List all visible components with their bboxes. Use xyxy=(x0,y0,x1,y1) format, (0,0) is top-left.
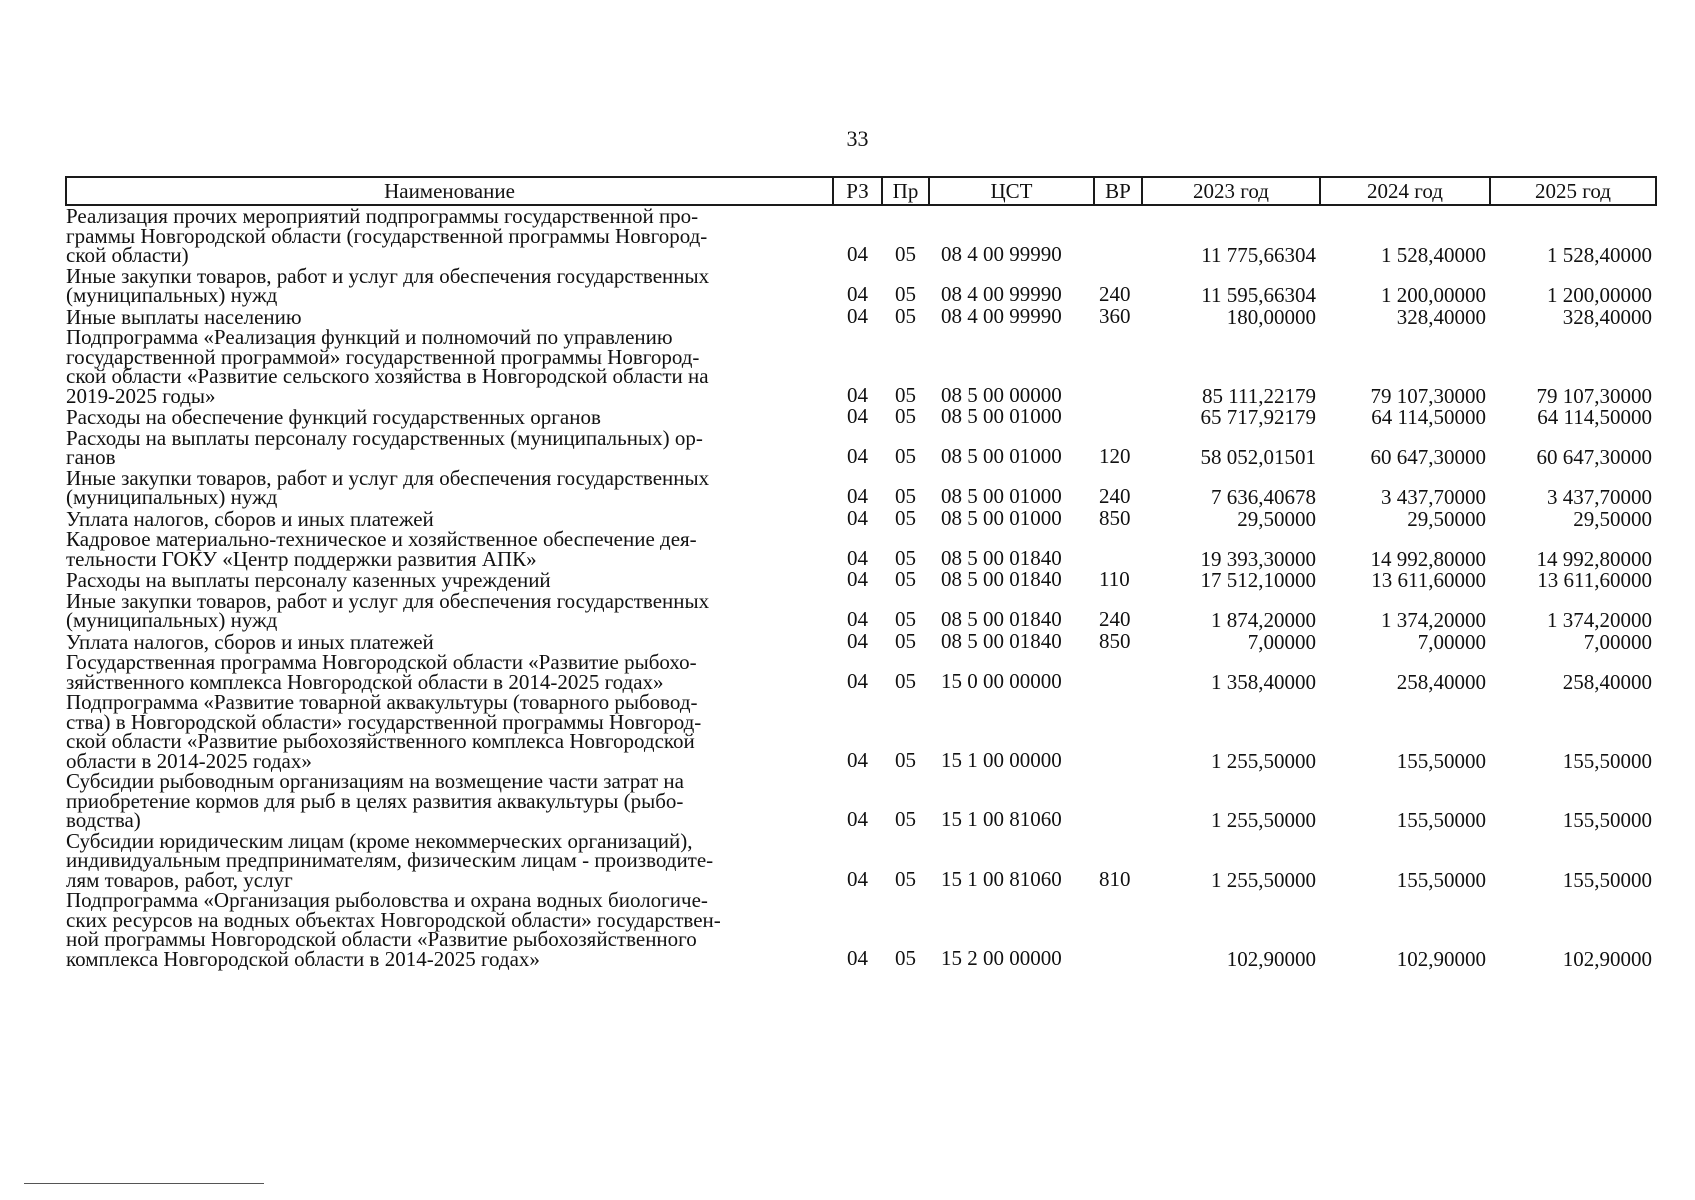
footer-rule xyxy=(24,1183,264,1184)
cell-vr: 240 xyxy=(1099,607,1131,631)
cell-2024: 155,50000 xyxy=(1396,808,1486,832)
cell-2025: 102,90000 xyxy=(1562,946,1652,971)
cell-pr: 05 xyxy=(895,505,916,530)
cell-vr xyxy=(1094,205,1142,266)
cell-2025: 328,40000 xyxy=(1562,304,1652,329)
cell-cst: 08 5 00 01000 xyxy=(941,404,1062,428)
table-row xyxy=(66,468,1656,508)
cell-pr: 05 xyxy=(895,242,916,266)
cell-rz: 04 xyxy=(847,807,868,831)
table-header xyxy=(66,177,1656,205)
cell-cst: 08 5 00 01000 xyxy=(941,444,1062,468)
table-row xyxy=(66,406,1656,428)
cell-rz: 04 xyxy=(847,545,868,570)
cell-cst: 15 2 00 00000 xyxy=(941,945,1062,970)
cell-2023: 102,90000 xyxy=(1226,946,1316,971)
cell-2025: 1 528,40000 xyxy=(1547,243,1652,267)
cell-cst: 08 5 00 00000 xyxy=(941,382,1062,407)
cell-rz: 04 xyxy=(847,945,868,970)
cell-2025: 13 611,60000 xyxy=(1537,568,1652,592)
cell-2024: 3 437,70000 xyxy=(1381,485,1486,509)
cell-2025: 155,50000 xyxy=(1562,808,1652,832)
table-row xyxy=(66,266,1656,306)
cell-vr: 810 xyxy=(1099,866,1131,891)
cell-2023: 1 874,20000 xyxy=(1211,608,1316,632)
cell-2024: 258,40000 xyxy=(1396,669,1486,694)
cell-name: Расходы на обеспечение функций государственных органов xyxy=(66,405,601,429)
cell-2025: 3 437,70000 xyxy=(1547,485,1652,509)
header-pr: Пр xyxy=(882,177,929,205)
cell-vr xyxy=(1094,529,1142,569)
cell-2024: 60 647,30000 xyxy=(1370,445,1486,469)
cell-pr: 05 xyxy=(895,404,916,428)
header-name: Наименование xyxy=(66,177,833,205)
cell-vr xyxy=(1094,652,1142,692)
table-row xyxy=(66,508,1656,530)
table-row xyxy=(66,205,1656,266)
cell-name: Расходы на выплаты персоналу государственных (муниципальных) ор- ганов xyxy=(66,425,703,469)
cell-cst: 08 4 00 99990 xyxy=(941,303,1062,328)
cell-name: Подпрограмма «Развитие товарной аквакультуры (товарного рыбовод- ства) в Новгородской области» государственной программы Новгород- ской области «Развитие рыбохозяйственного комплекса Новгородской области в 2014-2025 годах» xyxy=(66,690,702,773)
cell-pr: 05 xyxy=(895,807,916,831)
cell-name: Уплата налогов, сборов и иных платежей xyxy=(66,629,434,654)
cell-rz: 04 xyxy=(847,242,868,266)
table-row xyxy=(66,591,1656,631)
table-row xyxy=(66,569,1656,591)
cell-2023: 7,00000 xyxy=(1247,629,1316,654)
cell-2023: 1 255,50000 xyxy=(1211,867,1316,892)
cell-2025: 64 114,50000 xyxy=(1537,405,1652,429)
cell-rz: 04 xyxy=(847,505,868,530)
cell-vr xyxy=(1094,890,1142,969)
cell-2024: 102,90000 xyxy=(1396,946,1486,971)
cell-rz: 04 xyxy=(847,404,868,428)
cell-2023: 11 595,66304 xyxy=(1201,283,1316,307)
cell-pr: 05 xyxy=(895,484,916,508)
cell-2024: 13 611,60000 xyxy=(1371,568,1486,592)
cell-pr: 05 xyxy=(895,303,916,328)
cell-name: Иные закупки товаров, работ и услуг для обеспечения государственных (муниципальных) нужд xyxy=(66,263,710,307)
cell-2024: 29,50000 xyxy=(1407,506,1486,531)
cell-2025: 79 107,30000 xyxy=(1536,383,1652,408)
header-cst: ЦСТ xyxy=(929,177,1094,205)
table-row xyxy=(66,692,1656,771)
cell-cst: 08 4 00 99990 xyxy=(941,282,1062,306)
cell-cst: 08 5 00 01840 xyxy=(941,567,1062,591)
cell-cst: 15 0 00 00000 xyxy=(941,668,1062,693)
cell-cst: 15 1 00 00000 xyxy=(941,747,1062,772)
cell-rz: 04 xyxy=(847,628,868,653)
cell-cst: 08 5 00 01840 xyxy=(941,607,1062,631)
cell-name: Иные закупки товаров, работ и услуг для обеспечения государственных (муниципальных) нужд xyxy=(66,465,710,509)
cell-cst: 15 1 00 81060 xyxy=(941,866,1062,891)
header-row xyxy=(66,177,1656,205)
cell-cst: 08 5 00 01840 xyxy=(941,628,1062,653)
table-row xyxy=(66,306,1656,328)
cell-2023: 58 052,01501 xyxy=(1200,445,1316,469)
cell-rz: 04 xyxy=(847,484,868,508)
cell-rz: 04 xyxy=(847,444,868,468)
cell-pr: 05 xyxy=(895,628,916,653)
cell-rz: 04 xyxy=(847,747,868,772)
cell-name: Иные выплаты населению xyxy=(66,304,302,329)
table-row xyxy=(66,327,1656,406)
cell-2023: 1 358,40000 xyxy=(1211,669,1316,694)
cell-rz: 04 xyxy=(847,382,868,407)
header-2023: 2023 год xyxy=(1142,177,1320,205)
cell-2025: 155,50000 xyxy=(1562,867,1652,892)
cell-2025: 258,40000 xyxy=(1562,669,1652,694)
cell-name: Государственная программа Новгородской области «Развитие рыбохо- зяйственного комплекса Новгородской области в 2014-2025 годах» xyxy=(66,650,697,694)
cell-vr xyxy=(1094,327,1142,406)
cell-2023: 1 255,50000 xyxy=(1211,748,1316,773)
cell-name: Иные закупки товаров, работ и услуг для обеспечения государственных (муниципальных) нужд xyxy=(66,588,710,632)
cell-2023: 17 512,10000 xyxy=(1200,568,1316,592)
budget-table xyxy=(65,176,1657,969)
cell-name: Реализация прочих мероприятий подпрограммы государственной про- граммы Новгородской области (государственной программы Новгород- ской области) xyxy=(66,204,708,267)
cell-pr: 05 xyxy=(895,668,916,693)
cell-name: Субсидии юридическим лицам (кроме некоммерческих организаций), индивидуальным предпринимателям, физическим лицам - производите- лям товаров, работ, услуг xyxy=(66,828,714,892)
table-row xyxy=(66,428,1656,468)
cell-2024: 14 992,80000 xyxy=(1370,546,1486,571)
table-row xyxy=(66,890,1656,969)
cell-2025: 155,50000 xyxy=(1562,748,1652,773)
cell-2023: 65 717,92179 xyxy=(1200,405,1316,429)
cell-rz: 04 xyxy=(847,668,868,693)
cell-vr xyxy=(1094,771,1142,831)
header-vr: ВР xyxy=(1094,177,1142,205)
cell-2025: 7,00000 xyxy=(1583,629,1652,654)
cell-name: Кадровое материально-техническое и хозяйственное обеспечение дея- тельности ГОКУ «Центр поддержки развития АПК» xyxy=(66,527,697,571)
cell-name: Расходы на выплаты персоналу казенных учреждений xyxy=(66,568,551,592)
cell-vr xyxy=(1094,406,1142,428)
cell-2025: 1 374,20000 xyxy=(1547,608,1652,632)
page-number: 33 xyxy=(846,126,869,151)
table-body xyxy=(66,205,1656,969)
table-row xyxy=(66,831,1656,891)
cell-vr: 850 xyxy=(1099,628,1131,653)
cell-2024: 79 107,30000 xyxy=(1370,383,1486,408)
cell-2023: 7 636,40678 xyxy=(1211,485,1316,509)
cell-name: Уплата налогов, сборов и иных платежей xyxy=(66,506,434,531)
cell-pr: 05 xyxy=(895,567,916,591)
cell-2024: 64 114,50000 xyxy=(1371,405,1486,429)
cell-2024: 328,40000 xyxy=(1396,304,1486,329)
cell-2025: 29,50000 xyxy=(1573,506,1652,531)
cell-name: Подпрограмма «Организация рыболовства и охрана водных биологиче- ских ресурсов на водных объектах Новгородской области» государствен- ной программы Новгородской области «Развитие рыбохозяйственного комплекса Новгородской области в 2014-2025 годах» xyxy=(66,888,721,971)
table-row xyxy=(66,771,1656,831)
cell-vr xyxy=(1094,692,1142,771)
cell-cst: 08 4 00 99990 xyxy=(941,242,1062,266)
cell-pr: 05 xyxy=(895,382,916,407)
cell-2023: 180,00000 xyxy=(1226,304,1316,329)
cell-vr: 850 xyxy=(1099,505,1131,530)
cell-2024: 1 374,20000 xyxy=(1381,608,1486,632)
cell-2023: 85 111,22179 xyxy=(1202,383,1316,408)
table-row xyxy=(66,529,1656,569)
cell-name: Субсидии рыбоводным организациям на возмещение части затрат на приобретение кормов для рыб в целях развития аквакультуры (рыбо- водства) xyxy=(66,769,684,832)
cell-cst: 08 5 00 01000 xyxy=(941,484,1062,508)
cell-vr: 360 xyxy=(1099,303,1131,328)
cell-rz: 04 xyxy=(847,866,868,891)
cell-rz: 04 xyxy=(847,607,868,631)
cell-vr: 240 xyxy=(1099,282,1131,306)
cell-2023: 19 393,30000 xyxy=(1200,546,1316,571)
cell-2024: 7,00000 xyxy=(1417,629,1486,654)
cell-2023: 1 255,50000 xyxy=(1211,808,1316,832)
table-row xyxy=(66,652,1656,692)
header-2024: 2024 год xyxy=(1320,177,1490,205)
cell-pr: 05 xyxy=(895,607,916,631)
cell-cst: 08 5 00 01840 xyxy=(941,545,1062,570)
cell-pr: 05 xyxy=(895,545,916,570)
table-row xyxy=(66,631,1656,653)
header-2025: 2025 год xyxy=(1490,177,1656,205)
cell-cst: 08 5 00 01000 xyxy=(941,505,1062,530)
cell-vr: 110 xyxy=(1099,567,1130,591)
cell-vr: 240 xyxy=(1099,484,1131,508)
cell-pr: 05 xyxy=(895,747,916,772)
cell-2024: 155,50000 xyxy=(1396,748,1486,773)
cell-rz: 04 xyxy=(847,282,868,306)
cell-2025: 1 200,00000 xyxy=(1547,283,1652,307)
cell-2024: 1 200,00000 xyxy=(1381,283,1486,307)
cell-pr: 05 xyxy=(895,866,916,891)
cell-2024: 155,50000 xyxy=(1396,867,1486,892)
cell-cst: 15 1 00 81060 xyxy=(941,807,1062,831)
cell-name: Подпрограмма «Реализация функций и полномочий по управлению государственной программой» государственной программы Новгород- ской области «Развитие сельского хозяйства в Новгородской области на 2019-2025 годы» xyxy=(66,325,709,408)
cell-2023: 11 775,66304 xyxy=(1201,243,1316,267)
cell-2023: 29,50000 xyxy=(1237,506,1316,531)
cell-vr: 120 xyxy=(1099,444,1131,468)
cell-rz: 04 xyxy=(847,567,868,591)
cell-pr: 05 xyxy=(895,282,916,306)
cell-rz: 04 xyxy=(847,303,868,328)
header-rz: РЗ xyxy=(833,177,882,205)
cell-2025: 14 992,80000 xyxy=(1536,546,1652,571)
cell-pr: 05 xyxy=(895,945,916,970)
cell-2024: 1 528,40000 xyxy=(1381,243,1486,267)
cell-2025: 60 647,30000 xyxy=(1536,445,1652,469)
cell-pr: 05 xyxy=(895,444,916,468)
